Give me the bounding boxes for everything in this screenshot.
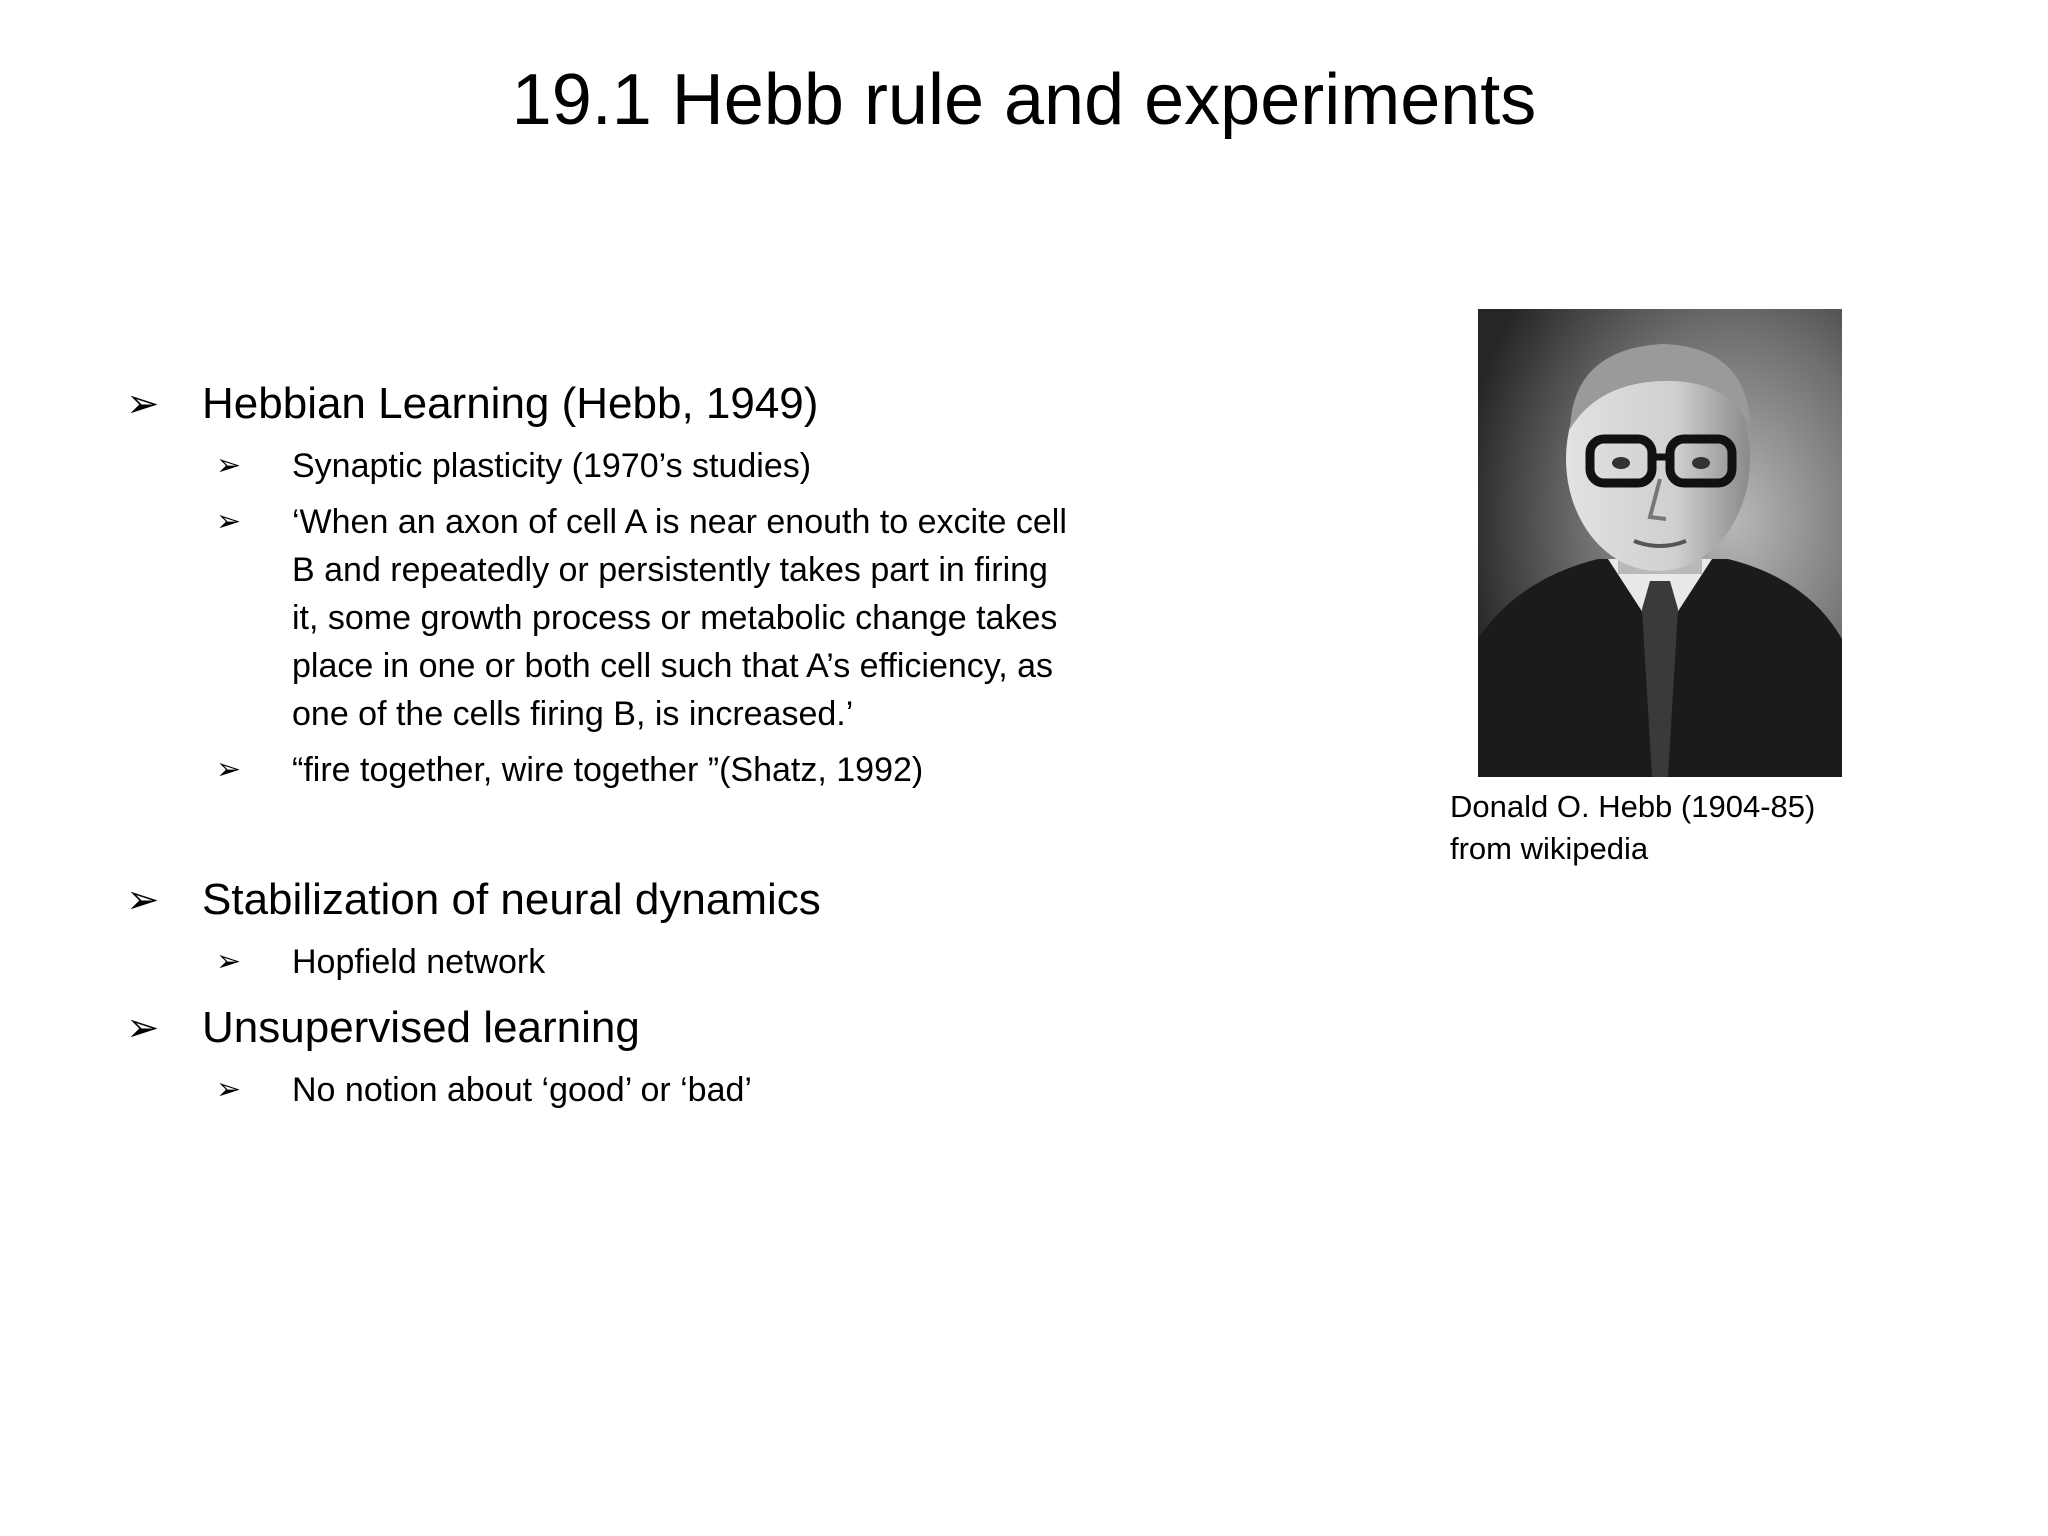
bullet-item [126,870,1136,930]
arrowhead-bullet-icon: ➢ [216,945,242,978]
portrait-photo [1478,309,1842,777]
arrowhead-bullet-icon: ➢ [216,1073,242,1106]
sub-bullet-item [216,746,1136,794]
slide-title: 19.1 Hebb rule and experiments [511,60,1537,140]
bullet-text: Unsupervised learning [202,1003,640,1052]
arrowhead-bullet-icon: ➢ [216,505,242,538]
bullet-text: Hebbian Learning (Hebb, 1949) [202,379,819,428]
sub-bullet-text: Hopfield network [292,943,546,981]
bullet-item [126,374,1136,434]
arrowhead-bullet-icon: ➢ [126,382,160,426]
sub-bullet-text: “fire together, wire together ”(Shatz, 1992) [292,751,924,789]
bullet-text: Stabilization of neural dynamics [202,875,821,924]
sub-bullet-item [216,442,1136,490]
bullet-list [126,374,1136,1114]
sub-bullet-item [216,938,1136,986]
arrowhead-bullet-icon: ➢ [126,878,160,922]
arrowhead-bullet-icon: ➢ [126,1006,160,1050]
caption-line-2: from wikipedia [1450,831,1649,866]
caption-line-1: Donald O. Hebb (1904-85) [1450,789,1816,824]
sub-bullet-item [216,1066,1136,1114]
sub-bullet-text: Synaptic plasticity (1970’s studies) [292,447,812,485]
sub-bullet-text: No notion about ‘good’ or ‘bad’ [292,1071,752,1109]
arrowhead-bullet-icon: ➢ [216,449,242,482]
sub-bullet-item [216,498,1136,738]
photo-caption [1450,786,1815,870]
arrowhead-bullet-icon: ➢ [216,753,242,786]
bullet-item [126,998,1136,1058]
portrait-illustration [1478,309,1842,777]
hebb-quote: ‘When an axon of cell A is near enouth to excite cell B and repeatedly or persistently takes part in firing it, some growth process or metabolic change takes place in one or both cell such that A’s efficiency, as one of the cells firing B, is increased.’ [292,503,1067,733]
